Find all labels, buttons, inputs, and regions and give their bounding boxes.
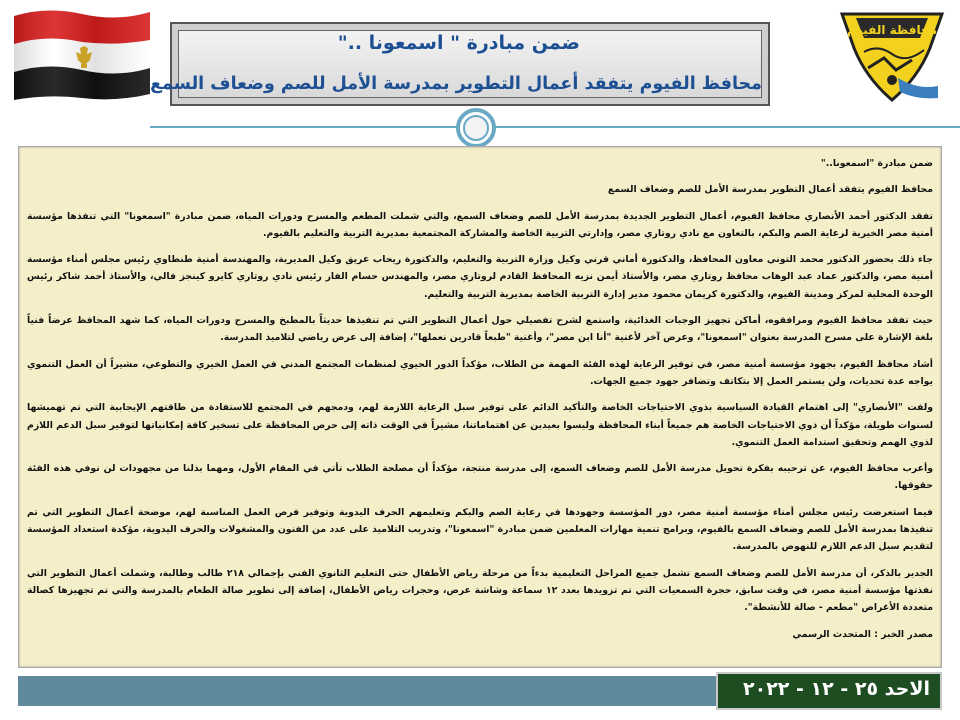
article-paragraph: وأعرب محافظ الفيوم، عن ترحيبه بفكرة تحويل مدرسة الأمل للصم وضعاف السمع، إلى مدرسة منتجة، مؤكداً أن مصلحة الطلاب تأتي في المقام الأول، ومهما بذلنا من مجهودات لن نوفي هذه الفئة حقوقها. [27,463,933,492]
article-box [18,146,942,668]
divider-line [150,126,960,128]
date-text: الاحد ٢٥ - ١٢ - ٢٠٢٢ [743,678,930,700]
article-paragraph: حيث تفقد محافظ الفيوم ومرافقوه، أماكن تجهيز الوجبات الغذائية، واستمع لشرح تفصيلي حول أعمال التطوير التي تم تنفيذها حديثاً بالمطبخ والمسرح ودورات المياه، كما شهد المحافظ عرضاً فنياً بلغة الإشارة على مسرح المدرسة بعنوان "اسمعونا"، وعرض آخر لأغنية "أنا ابن مصر"، وأغنية "طبعاً قادرين نعملها"، إضافة إلى عرض رياضي لتلاميذ المدرسة. [27,315,933,344]
article-paragraph: تفقد الدكتور أحمد الأنصاري محافظ الفيوم، أعمال التطوير الجديدة بمدرسة الأمل للصم وضعاف السمع، والتي شملت المطعم والمسرح ودورات المياه، ضمن مبادرة "اسمعونا" التي تنفذها مؤسسة أمنية مصر الخيرية لرعاية الصم والبكم، بالتعاون مع نادي روتاري مصر، وإدارتي التربية الخاصة والمشاركة المجتمعية بمديرية التربية والتعليم بالفيوم. [27,210,933,239]
banner-headline: محافظ الفيوم يتفقد أعمال التطوير بمدرسة الأمل للصم وضعاف السمع [150,74,762,94]
article-paragraph: جاء ذلك بحضور الدكتور محمد التوني معاون المحافظ، والدكتورة أماني قرني وكيل وزارة التربية والتعليم، والدكتورة ريحاب عريق وكيل المديرية، والمهندسة أمنية طنطاوي رئيس مجلس أمناء مؤسسة أمنية مصر، والدكتور عماد عبد الوهاب محافظ روتاري مصر، والأستاذ أيمن نزيه المحافظ القادم لروتاري مصر، والمهندس حسام الفار رئيس نادي روتاري كايرو كينجز فالي، والأستاذ أحمد شاكر رئيس الوحدة المحلية لمركز ومدينة الفيوم، والدكتورة كريمان محمود مدير إدارة التربية الخاصة بمديرية التربية والتعليم. [27,254,933,300]
article-paragraph: أشاد محافظ الفيوم، بجهود مؤسسة أمنية مصر، في توفير الرعاية لهذه الفئة المهمة من الطلاب، مؤكداً الدور الحيوي لمنظمات المجتمع المدني في العمل الخيري والتطوعي، مشيراً أن العمل التنموي يواجه عدة تحديات، ولن يستمر العمل إلا بتكاتف وتضافر جهود جميع الجهات. [27,358,933,387]
fayoum-governorate-logo [838,8,946,104]
article-paragraph: الجدير بالذكر، أن مدرسة الأمل للصم وضعاف السمع تشمل جميع المراحل التعليمية بدءاً من مرحلة رياض الأطفال حتى التعليم الثانوي الفني بإجمالي ٢١٨ طالب وطالبة، وشملت أعمال التطوير التي نفذتها مؤسسة أمنية مصر، في وقت سابق، حجرة السمعيات التي تم تزويدها بعدد ١٢ سماعة وشاشة عرض، وحجرات رياض الأطفال، إضافة إلى تطوير صالة الطعام بالمدرسة والتي تم تجهيزها كصالة متعددة الأغراض "مطعم - صالة للأنشطة". [27,567,933,614]
article-paragraph: ولفت "الأنصاري" إلى اهتمام القيادة السياسية بذوي الاحتياجات الخاصة والتأكيد الدائم على توفير سبل الرعاية اللازمة لهم، ودمجهم في المجتمع للاستفادة من طاقتهم الإيجابية التي تم تهميشها لسنوات طويلة، مؤكداً أن ذوي الاحتياجات الخاصة هم جميعاً أبناء المحافظة وليسوا بعيدين عن اهتماماتنا، مشيراً في الوقت ذاته إلى حرص المحافظة على تسخير كافة إمكانياتها لتوفير سبل الدعم اللازم لذوي الهمم وتحقيق استدامة العمل التنموي. [27,402,933,448]
divider-ring-inner [463,115,489,141]
article-text [27,155,933,652]
logo-text: محافظة الفيوم [846,23,938,37]
banner-kicker: ضمن مبادرة " اسمعونا .." [337,32,580,54]
article-source: مصدر الخبر : المتحدث الرسمي [792,628,933,640]
egypt-flag-image [12,6,152,102]
date-badge [716,672,942,710]
article-paragraph: ضمن مبادرة "اسمعونا.." [820,158,933,169]
article-paragraph: فيما استعرضت رئيس مجلس أمناء مؤسسة أمنية مصر، دور المؤسسة وجهودها في رعاية الصم والبكم وتعليمهم الحرف اليدوية وتوفير فرص العمل المناسبة لهم، موضحة أعمال التطوير التي تم تنفيذها بمدرسة الأمل للصم وضعاف السمع بالفيوم، وبرامج تنمية مهارات المعلمين ضمن مبادرة "اسمعونا"، وتدريب التلاميذ على عدد من الفنون والمشغولات والحرف اليدوية، مؤكدة استعداد المؤسسة لتقديم سبل الدعم اللازم للنهوض بالمدرسة. [27,506,933,553]
article-paragraph: محافظ الفيوم يتفقد أعمال التطوير بمدرسة الأمل للصم وضعاف السمع [607,184,933,196]
